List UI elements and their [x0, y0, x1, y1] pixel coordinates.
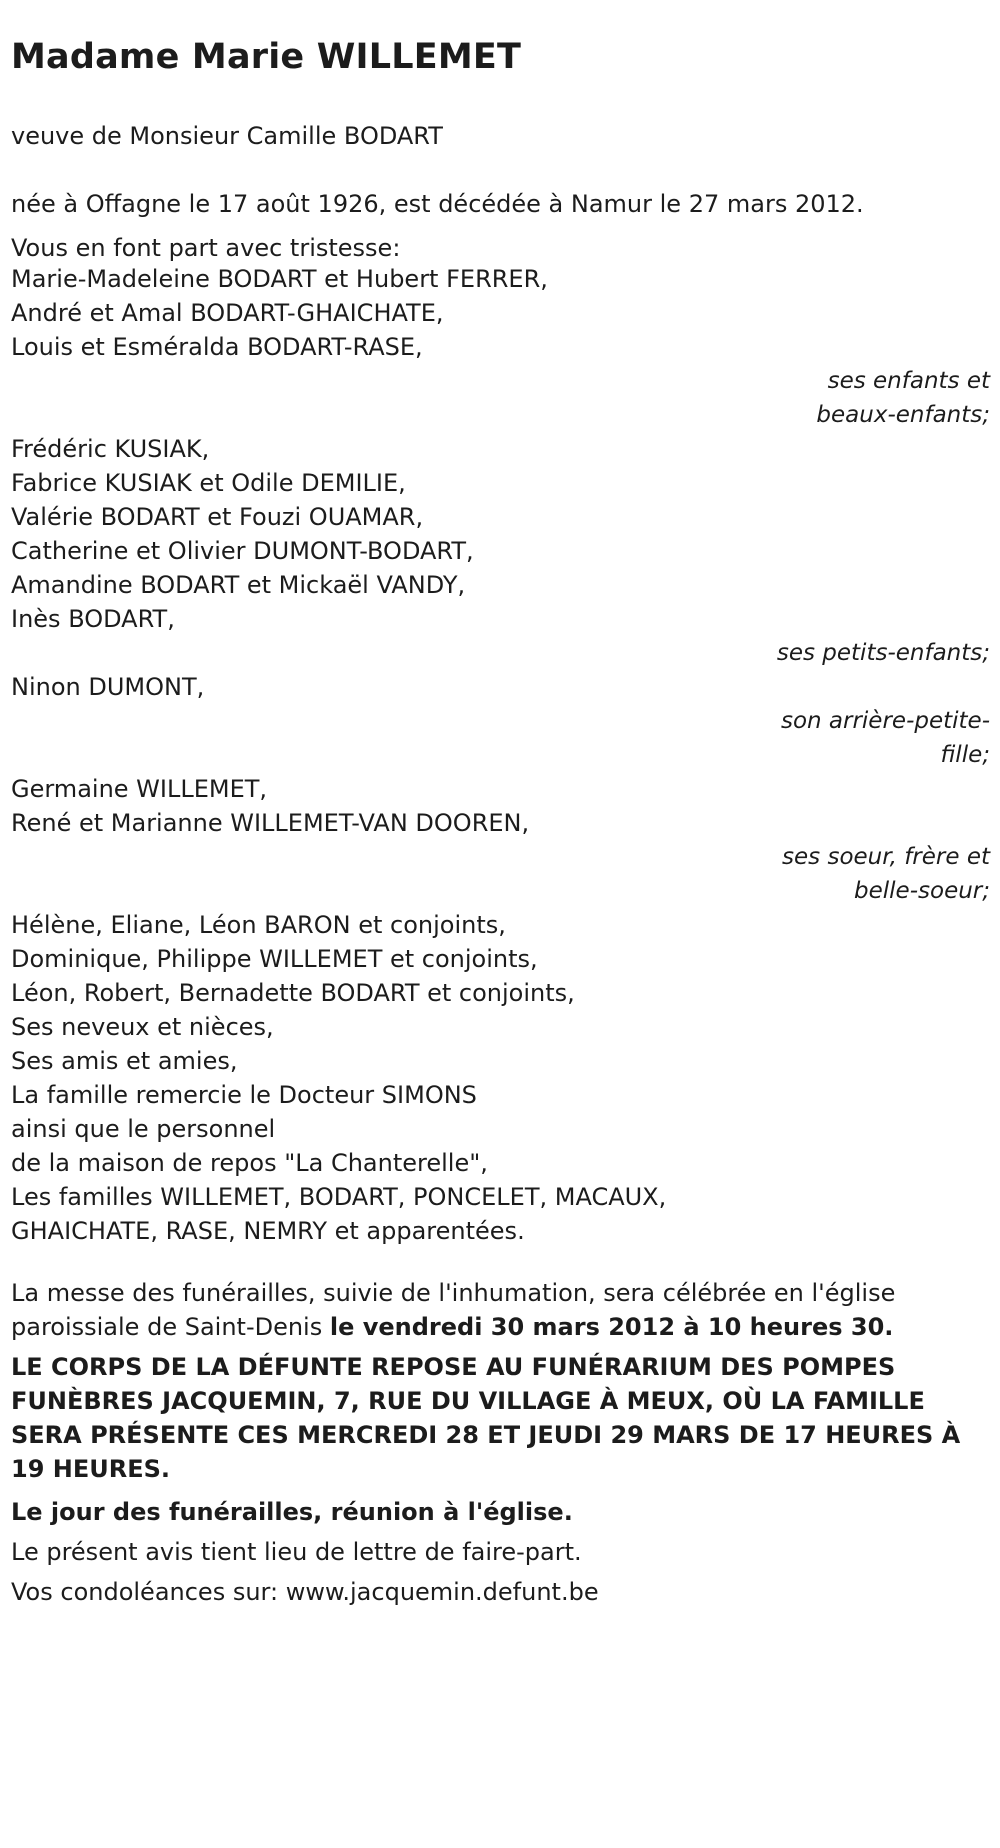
- widow-of-line: veuve de Monsieur Camille BODART: [11, 122, 443, 150]
- funeral-block: [11, 1276, 990, 1612]
- sibling-name: Germaine WILLEMET,: [11, 775, 268, 803]
- page-title: Madame Marie WILLEMET: [11, 37, 522, 77]
- great-grandchild-name: Ninon DUMONT,: [11, 673, 205, 701]
- children-relation: beaux-enfants;: [816, 402, 990, 428]
- others-block: [11, 908, 990, 1248]
- great-grandchild-relation: son arrière-petite-: [780, 708, 990, 734]
- notice-line: Le présent avis tient lieu de lettre de faire-part.: [11, 1538, 582, 1566]
- family-line: ainsi que le personnel: [11, 1115, 276, 1143]
- family-line: de la maison de repos "La Chanterelle",: [11, 1149, 488, 1177]
- family-line: Ses amis et amies,: [11, 1047, 238, 1075]
- mass-location: paroissiale de Saint-Denis: [11, 1313, 330, 1341]
- condolences-line: Vos condoléances sur: www.jacquemin.defunt.be: [11, 1578, 599, 1606]
- child-name: André et Amal BODART-GHAICHATE,: [11, 299, 444, 327]
- family-line: Dominique, Philippe WILLEMET et conjoints,: [11, 945, 538, 973]
- child-name: Marie-Madeleine BODART et Hubert FERRER,: [11, 265, 548, 293]
- mass-line: La messe des funérailles, suivie de l'inhumation, sera célébrée en l'église: [11, 1279, 896, 1307]
- announce-line: Vous en font part avec tristesse:: [11, 234, 401, 262]
- birth-death-line: née à Offagne le 17 août 1926, est décédée à Namur le 27 mars 2012.: [11, 190, 864, 218]
- reposing-notice: LE CORPS DE LA DÉFUNTE REPOSE AU FUNÉRARIUM DES POMPES FUNÈBRES JACQUEMIN, 7, RUE DU VILLAGE À MEUX, OÙ LA FAMILLE SERA PRÉSENTE CES MERCREDI 28 ET JEUDI 29 MARS DE 17 HEURES À 19 HEURES.: [11, 1353, 961, 1483]
- great-grandchild-relation: fille;: [940, 742, 990, 768]
- child-name: Louis et Esméralda BODART-RASE,: [11, 333, 423, 361]
- grandchildren-relation: ses petits-enfants;: [776, 640, 990, 666]
- grandchildren-block: [11, 432, 990, 670]
- family-line: La famille remercie le Docteur SIMONS: [11, 1081, 477, 1109]
- siblings-relation: belle-soeur;: [854, 878, 990, 904]
- mass-line: [11, 1310, 990, 1344]
- family-line: Ses neveux et nièces,: [11, 1013, 274, 1041]
- gathering-line: Le jour des funérailles, réunion à l'église.: [11, 1498, 573, 1526]
- siblings-block: [11, 772, 990, 908]
- grandchild-name: Catherine et Olivier DUMONT-BODART,: [11, 537, 474, 565]
- family-line: GHAICHATE, RASE, NEMRY et apparentées.: [11, 1217, 525, 1245]
- siblings-relation: ses soeur, frère et: [782, 844, 990, 870]
- grandchild-name: Inès BODART,: [11, 605, 175, 633]
- children-block: [11, 262, 990, 432]
- family-line: Les familles WILLEMET, BODART, PONCELET, MACAUX,: [11, 1183, 667, 1211]
- grandchild-name: Valérie BODART et Fouzi OUAMAR,: [11, 503, 424, 531]
- family-line: Hélène, Eliane, Léon BARON et conjoints,: [11, 911, 506, 939]
- grandchild-name: Frédéric KUSIAK,: [11, 435, 210, 463]
- sibling-name: René et Marianne WILLEMET-VAN DOOREN,: [11, 809, 530, 837]
- family-line: Léon, Robert, Bernadette BODART et conjoints,: [11, 979, 575, 1007]
- great-grandchild-block: [11, 670, 990, 772]
- mass-date: le vendredi 30 mars 2012 à 10 heures 30.: [329, 1313, 894, 1341]
- children-relation: ses enfants et: [827, 368, 990, 394]
- grandchild-name: Fabrice KUSIAK et Odile DEMILIE,: [11, 469, 406, 497]
- grandchild-name: Amandine BODART et Mickaël VANDY,: [11, 571, 466, 599]
